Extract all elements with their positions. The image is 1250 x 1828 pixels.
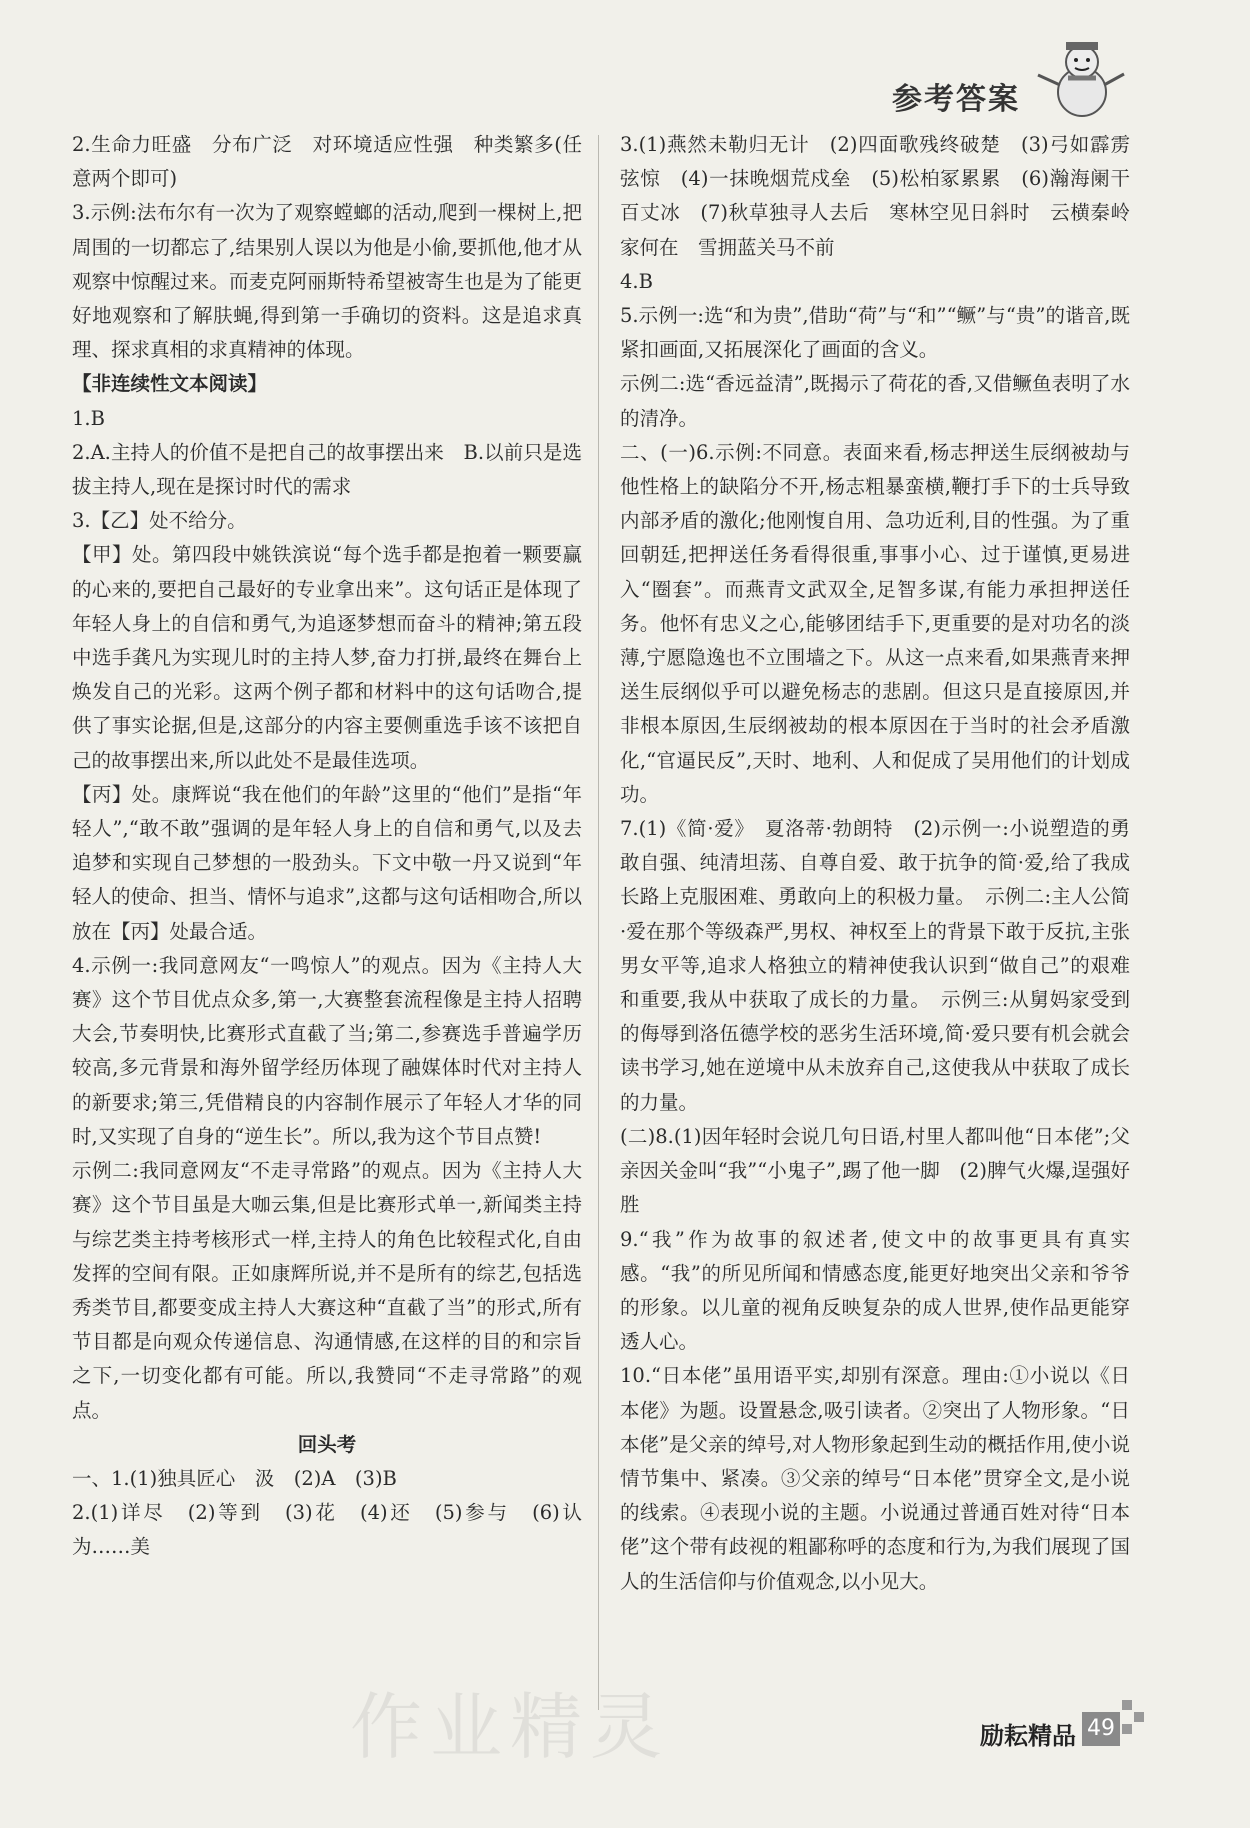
watermark: 作业精灵 xyxy=(350,1685,671,1769)
answer-paragraph: 【甲】处。第四段中姚铁滨说“每个选手都是抱着一颗要赢的心来的,要把自己最好的专业拿出来”。这句话正是体现了年轻人身上的自信和勇气,为追逐梦想而奋斗的精神;第五段中选手龚凡为实现儿时的主持人梦,奋力打拼,最终在舞台上焕发自己的光彩。这两个例子都和材料中的这句话吻合,提供了事实论据,但是,这部分的内容主要侧重选手该不该把自己的故事摆出来,所以此处不是最佳选项。 xyxy=(72,543,582,772)
answer-paragraph: 2.(1)详尽 (2)等到 (3)花 (4)还 (5)参与 (6)认为……美 xyxy=(72,1501,582,1559)
answer-paragraph: 3.(1)燕然未勒归无计 (2)四面歌残终破楚 (3)弓如霹雳弦惊 (4)一抹晚烟荒戍垒 (5)松柏冢累累 (6)瀚海阑干百丈冰 (7)秋草独寻人去后 寒林空见日斜时 云横秦岭家何在 雪拥蓝关马不前 xyxy=(620,133,1130,259)
header-title: 参考答案 xyxy=(892,82,1020,117)
snowman-icon xyxy=(1020,40,1130,120)
answer-paragraph: 二、(一)6.示例:不同意。表面来看,杨志押送生辰纲被劫与他性格上的缺陷分不开,杨志粗暴蛮横,鞭打手下的士兵导致内部矛盾的激化;他刚愎自用、急功近利,目的性强。为了重回朝廷,把押送任务看得很重,事事小心、过于谨慎,更易进入“圈套”。而燕青文武双全,足智多谋,有能力承担押送任务。他怀有忠义之心,能够团结手下,更重要的是对功名的淡薄,宁愿隐逸也不立围墙之下。从这一点来看,如果燕青来押送生辰纲似乎可以避免杨志的悲剧。但这只是直接原因,并非根本原因,生辰纲被劫的根本原因在于当时的社会矛盾激化,“官逼民反”,天时、地利、人和促成了吴用他们的计划成功。 xyxy=(620,440,1130,806)
decorative-squares-icon xyxy=(1122,1700,1146,1750)
footer-brand: 励耘精品 xyxy=(980,1721,1076,1750)
answer-paragraph: (二)8.(1)因年轻时会说几句日语,村里人都叫他“日本佬”;父亲因关金叫“我”“小鬼子”,踢了他一脚 (2)脾气火爆,逞强好胜 xyxy=(620,1124,1130,1217)
answer-paragraph: 5.示例一:选“和为贵”,借助“荷”与“和”“鳜”与“贵”的谐音,既紧扣画面,又拓展深化了画面的含义。 xyxy=(620,304,1130,362)
column-divider xyxy=(598,135,599,1710)
answer-paragraph: 7.(1)《简·爱》 夏洛蒂·勃朗特 (2)示例一:小说塑造的勇敢自强、纯清坦荡、自尊自爱、敢于抗争的简·爱,给了我成长路上克服困难、勇敢向上的积极力量。 示例二:主人公简·爱在那个等级森严,男权、神权至上的背景下敢于反抗,主张男女平等,追求人格独立的精神使我认识到“做自己”的艰难和重要,我从中获取了成长的力量。 示例三:从舅妈家受到的侮辱到洛伍德学校的恶劣生活环境,简·爱只要有机会就会读书学习,她在逆境中从未放弃自己,这使我从中获取了成长的力量。 xyxy=(620,817,1130,1114)
answer-paragraph: 4.B xyxy=(620,269,653,293)
left-column xyxy=(72,128,582,1565)
answer-paragraph: 示例二:选“香远益清”,既揭示了荷花的香,又借鳜鱼表明了水的清净。 xyxy=(620,372,1130,430)
answer-paragraph: 2.生命力旺盛 分布广泛 对环境适应性强 种类繁多(任意两个即可) xyxy=(72,133,582,191)
section-title: 【非连续性文本阅读】 xyxy=(72,372,268,396)
page-number: 49 xyxy=(1082,1712,1120,1746)
answer-paragraph: 9.“我”作为故事的叙述者,使文中的故事更具有真实感。“我”的所见所闻和情感态度,能更好地突出父亲和爷爷的形象。以儿童的视角反映复杂的成人世界,使作品更能穿透人心。 xyxy=(620,1227,1130,1354)
answer-paragraph: 【丙】处。康辉说“我在他们的年龄”这里的“他们”是指“年轻人”,“敢不敢”强调的是年轻人身上的自信和勇气,以及去追梦和实现自己梦想的一股劲头。下文中敬一丹又说到“年轻人的使命、担当、情怀与追求”,这都与这句话相吻合,所以放在【丙】处最合适。 xyxy=(72,782,582,943)
answer-paragraph: 一、1.(1)独具匠心 汲 (2)A (3)B xyxy=(72,1466,397,1490)
section-heading: 回头考 xyxy=(297,1432,357,1456)
answer-paragraph: 3.【乙】处不给分。 xyxy=(72,509,247,533)
answer-paragraph: 1.B xyxy=(72,406,105,430)
answer-paragraph: 示例二:我同意网友“不走寻常路”的观点。因为《主持人大赛》这个节目虽是大咖云集,但是比赛形式单一,新闻类主持与综艺类主持考核形式一样,主持人的角色比较程式化,自由发挥的空间有限。正如康辉所说,并不是所有的综艺,包括选秀类节目,都要变成主持人大赛这种“直截了当”的形式,所有节目都是向观众传递信息、沟通情感,在这样的目的和宗旨之下,一切变化都有可能。所以,我赞同“不走寻常路”的观点。 xyxy=(72,1159,582,1422)
right-column xyxy=(620,128,1130,1599)
page-header xyxy=(870,40,1130,120)
answer-paragraph: 4.示例一:我同意网友“一鸣惊人”的观点。因为《主持人大赛》这个节目优点众多,第一,大赛整套流程像是主持人招聘大会,节奏明快,比赛形式直截了当;第二,参赛选手普遍学历较高,多元背景和海外留学经历体现了融媒体时代对主持人的新要求;第三,凭借精良的内容制作展示了年轻人才华的同时,又实现了自身的“逆生长”。所以,我为这个节目点赞! xyxy=(72,953,582,1148)
answer-paragraph: 3.示例:法布尔有一次为了观察螳螂的活动,爬到一棵树上,把周围的一切都忘了,结果别人误以为他是小偷,要抓他,他才从观察中惊醒过来。而麦克阿丽斯特希望被寄生也是为了能更好地观察和了解肤蝇,得到第一手确切的资料。这是追求真理、探求真相的求真精神的体现。 xyxy=(72,201,582,362)
answer-paragraph: 2.A.主持人的价值不是把自己的故事摆出来 B.以前只是选拔主持人,现在是探讨时代的需求 xyxy=(72,440,582,499)
answer-paragraph: 10.“日本佬”虽用语平实,却别有深意。理由:①小说以《日本佬》为题。设置悬念,吸引读者。②突出了人物形象。“日本佬”是父亲的绰号,对人物形象起到生动的概括作用,使小说情节集中、紧凑。③父亲的绰号“日本佬”贯穿全文,是小说的线索。④表现小说的主题。小说通过普通百姓对待“日本佬”这个带有歧视的粗鄙称呼的态度和行为,为我们展现了国人的生活信仰与价值观念,以小见大。 xyxy=(620,1364,1130,1593)
